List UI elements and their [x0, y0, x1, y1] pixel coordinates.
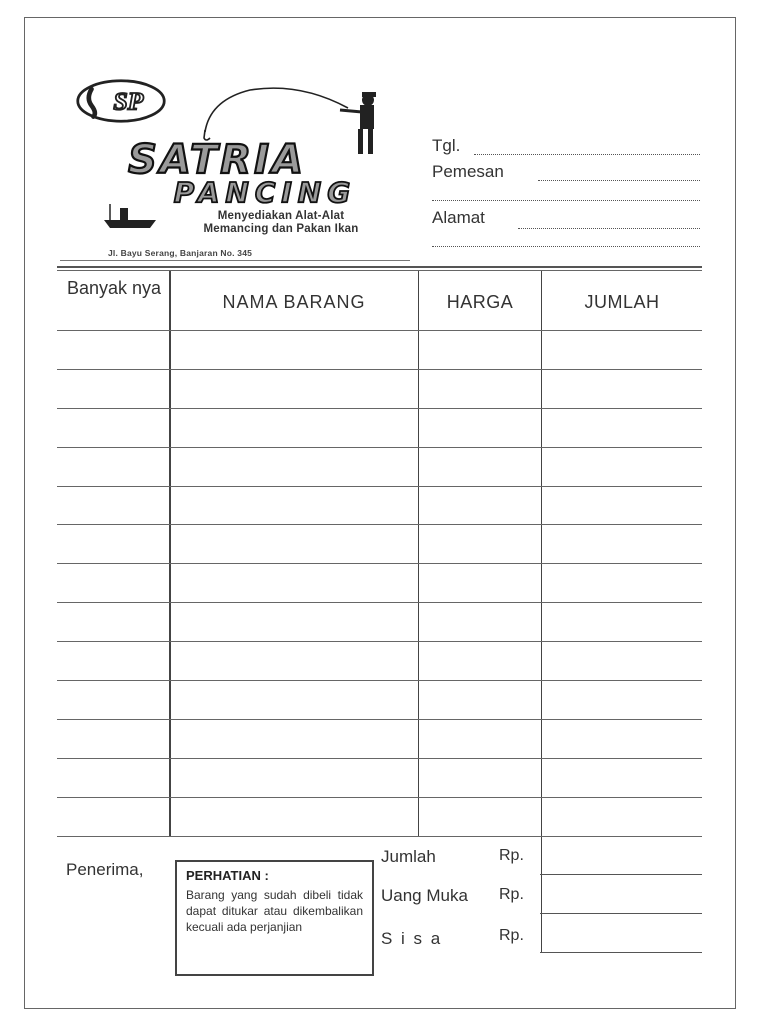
- row-line: [57, 758, 702, 759]
- orderer-label: Pemesan: [432, 162, 504, 181]
- address-field-line2[interactable]: [432, 246, 700, 247]
- column-divider-3: [541, 271, 542, 953]
- row-line: [57, 563, 702, 564]
- row-line: [57, 408, 702, 409]
- sp-badge-logo: [75, 78, 167, 124]
- header-total: JUMLAH: [584, 292, 660, 312]
- deposit-field[interactable]: [540, 913, 702, 914]
- row-line: [57, 486, 702, 487]
- row-line: [57, 330, 702, 331]
- sum-currency: Rp.: [499, 847, 524, 864]
- row-line: [57, 836, 702, 837]
- header-item: NAMA BARANG: [222, 292, 366, 312]
- receiver-label: Penerima,: [66, 860, 144, 879]
- table-top-border: [57, 266, 702, 268]
- boat-icon: [100, 200, 160, 232]
- sum-label: Jumlah: [381, 847, 436, 866]
- balance-field[interactable]: [540, 952, 702, 953]
- address-label: Alamat: [432, 208, 485, 227]
- logo-divider: [60, 260, 410, 261]
- row-line: [57, 447, 702, 448]
- row-line: [57, 719, 702, 720]
- orderer-field-line2[interactable]: [432, 200, 700, 201]
- brand-logo-line2: [140, 170, 390, 212]
- badge-text: SP: [113, 86, 144, 116]
- orderer-field[interactable]: [538, 180, 700, 181]
- header-qty: Banyak nya: [66, 278, 162, 298]
- date-field[interactable]: [474, 154, 700, 155]
- deposit-label: Uang Muka: [381, 886, 468, 905]
- balance-label: S i s a: [381, 929, 443, 948]
- brand-line1: SATRIA: [128, 137, 306, 183]
- brand-line2: PANCING: [173, 176, 357, 209]
- row-line: [57, 524, 702, 525]
- notice-text: Barang yang sudah dibeli tidak dapat ditukar atau dikembalikan kecuali ada perjanjian: [186, 888, 363, 934]
- shop-address: Jl. Bayu Serang, Banjaran No. 345: [108, 248, 253, 258]
- row-line: [57, 602, 702, 603]
- table-top-border-inner: [57, 270, 702, 271]
- column-divider-1: [169, 271, 171, 836]
- sum-field[interactable]: [540, 874, 702, 875]
- balance-currency: Rp.: [499, 927, 524, 944]
- notice-box: [175, 860, 374, 976]
- tagline: [166, 210, 396, 236]
- column-divider-2: [418, 271, 419, 836]
- address-field[interactable]: [518, 228, 700, 229]
- tagline-line1: Menyediakan Alat-Alat: [217, 210, 345, 222]
- deposit-currency: Rp.: [499, 886, 524, 903]
- notice-title: PERHATIAN :: [186, 868, 269, 883]
- row-line: [57, 641, 702, 642]
- row-line: [57, 797, 702, 798]
- date-label: Tgl.: [432, 136, 461, 155]
- header-price: HARGA: [446, 292, 514, 312]
- tagline-line2: Memancing dan Pakan Ikan: [203, 223, 359, 235]
- row-line: [57, 680, 702, 681]
- row-line: [57, 369, 702, 370]
